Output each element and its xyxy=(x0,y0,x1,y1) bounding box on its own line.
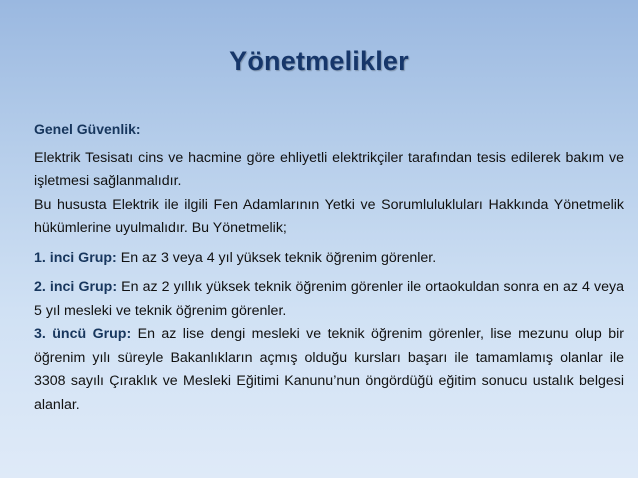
group-3-label: 3. üncü Grup: xyxy=(34,326,132,342)
group-3-text: En az lise dengi mesleki ve teknik öğrenim görenler, lise mezunu olup bir öğrenim yılı süreyle Bakanlıkların açmış olduğu kursları başarı ile tamamlamış olanlar ile 3308 sayılı Çıraklık ve Mesleki Eğitimi Kanunu’nun öngördüğü eğitim sonucu ustalık belgesi alanlar. xyxy=(34,326,624,413)
group-2-label: 2. inci Grup: xyxy=(34,279,118,295)
paragraph-2: Bu hususta Elektrik ile ilgili Fen Adamlarının Yetki ve Sorumlulukluları Hakkında Yönetmelik hükümlerine uyulmalıdır. Bu Yönetmelik; xyxy=(34,196,624,236)
slide-title: Yönetmelikler xyxy=(229,46,409,76)
group-1-label: 1. inci Grup: xyxy=(34,249,117,266)
group-3 xyxy=(34,323,624,417)
slide-content xyxy=(34,118,624,417)
section-heading: Genel Güvenlik: xyxy=(34,121,141,137)
paragraph-1: Elektrik Tesisatı cins ve hacmine göre ehliyetli elektrikçiler tarafından tesis edilerek bakım ve işletmesi sağlanmalıdır. xyxy=(34,149,624,189)
group-1-text: En az 3 veya 4 yıl yüksek teknik öğrenim görenler. xyxy=(120,249,437,266)
group-2-text: En az 2 yıllık yüksek teknik öğrenim görenler ile ortaokuldan sonra en az 4 veya 5 yıl mesleki ve teknik öğrenim görenler. xyxy=(34,279,624,319)
group-2 xyxy=(34,276,624,323)
group-1 xyxy=(34,247,624,271)
